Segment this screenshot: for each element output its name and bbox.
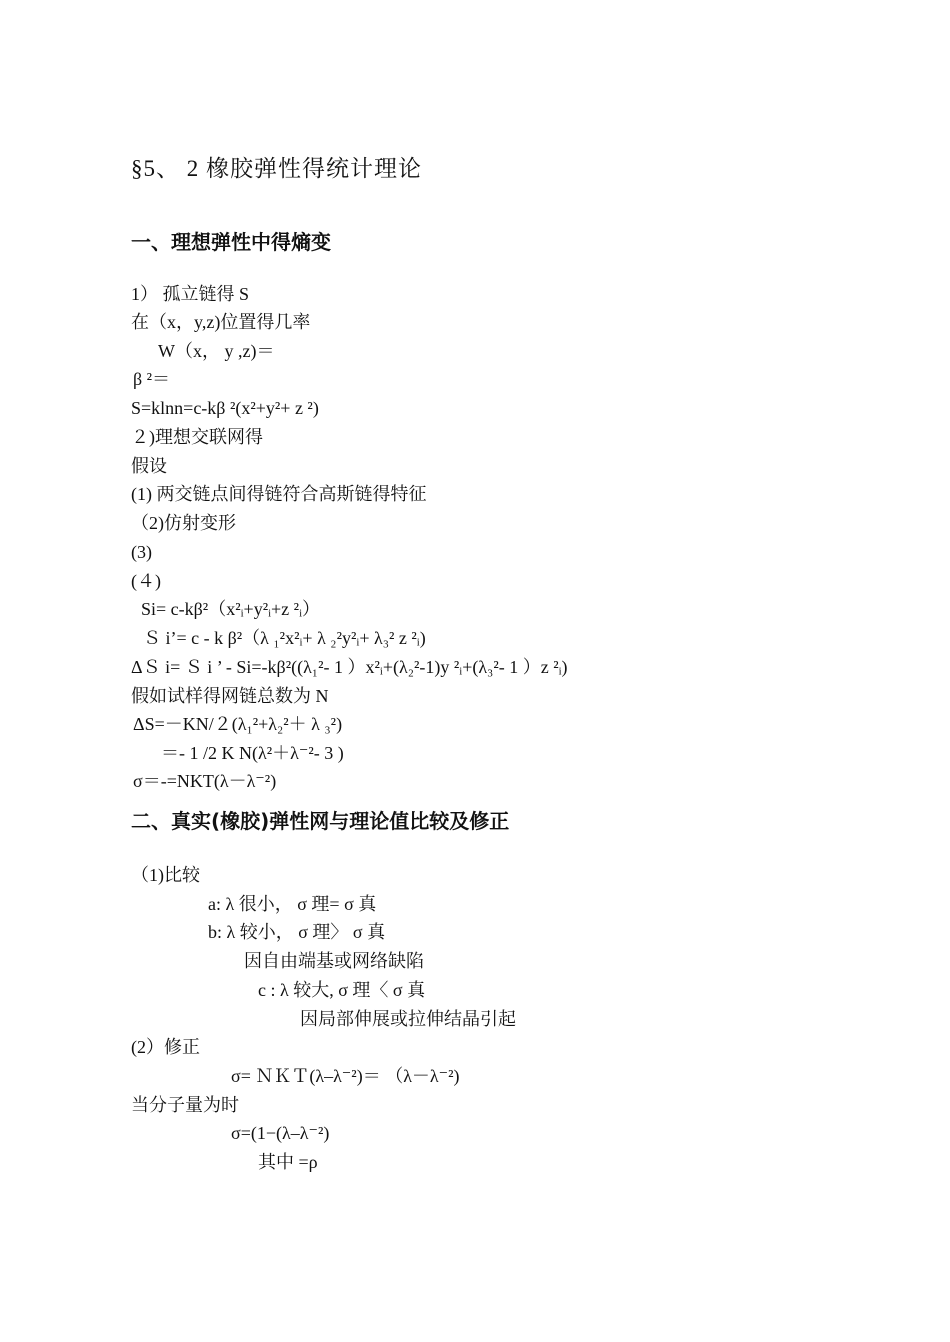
- text-line: 假设: [131, 456, 167, 476]
- text-line: β ²＝: [133, 369, 171, 389]
- text-line: ΔS=－KN/２(λ₁²+λ₂²＋ λ ₃²): [133, 714, 343, 734]
- text-line: c : λ 较大, σ 理〈 σ 真: [258, 980, 426, 1000]
- text-line: 当分子量为时: [131, 1095, 239, 1115]
- text-line: (2）修正: [131, 1037, 200, 1057]
- text-line: W（x， y ,z)＝: [158, 341, 275, 361]
- text-line: Ｓ i’= c - k β²（λ ₁²x²ᵢ+ λ ₂²y²ᵢ+ λ₃² z ²ᵢ): [143, 628, 426, 648]
- text-line: ΔＳ i= Ｓ i ’ - Si=-kβ²((λ₁²- 1 ）x²ᵢ+(λ₂²-1)y ²ᵢ+(λ₃²- 1 ）z ²ᵢ): [131, 657, 568, 677]
- text-line: 在（x，y,z)位置得几率: [131, 312, 311, 332]
- text-line: 其中 =ρ: [258, 1152, 318, 1172]
- text-line: S=klnn=c-kβ ²(x²+y²+ z ²): [131, 398, 319, 418]
- text-line: （2)仿射变形: [131, 513, 236, 533]
- text-line: σ= ＮＫＴ(λ–λ⁻²)＝ （λ－λ⁻²): [231, 1066, 460, 1086]
- text-line: b: λ 较小， σ 理〉 σ 真: [208, 922, 386, 942]
- text-line: ２)理想交联网得: [131, 427, 263, 447]
- text-line: Si= c-kβ²（x²ᵢ+y²ᵢ+z ²ᵢ）: [141, 599, 321, 619]
- text-line: （1)比较: [131, 865, 200, 885]
- section-heading-2: 二、真实(橡胶)弹性网与理论值比较及修正: [131, 809, 510, 833]
- text-line: 1） 孤立链得 S: [131, 284, 250, 304]
- text-line: σ＝-=NKT(λ－λ⁻²): [133, 771, 277, 791]
- text-line: 假如试样得网链总数为 N: [131, 686, 329, 706]
- text-line: a: λ 很小， σ 理= σ 真: [208, 894, 377, 914]
- text-line: σ=(1−(λ–λ⁻²): [231, 1123, 330, 1143]
- page-title: §5、 2 橡胶弹性得统计理论: [131, 156, 422, 181]
- text-line: ＝- 1 /2 K N(λ²＋λ⁻²- 3 ): [161, 743, 344, 763]
- text-line: 因自由端基或网络缺陷: [244, 951, 424, 971]
- text-line: 因局部伸展或拉伸结晶引起: [300, 1009, 516, 1029]
- text-line: (1) 两交链点间得链符合高斯链得特征: [131, 484, 427, 504]
- text-line: (3): [131, 542, 152, 562]
- text-line: (４): [131, 571, 161, 591]
- section-heading-1: 一、理想弹性中得熵变: [131, 230, 331, 254]
